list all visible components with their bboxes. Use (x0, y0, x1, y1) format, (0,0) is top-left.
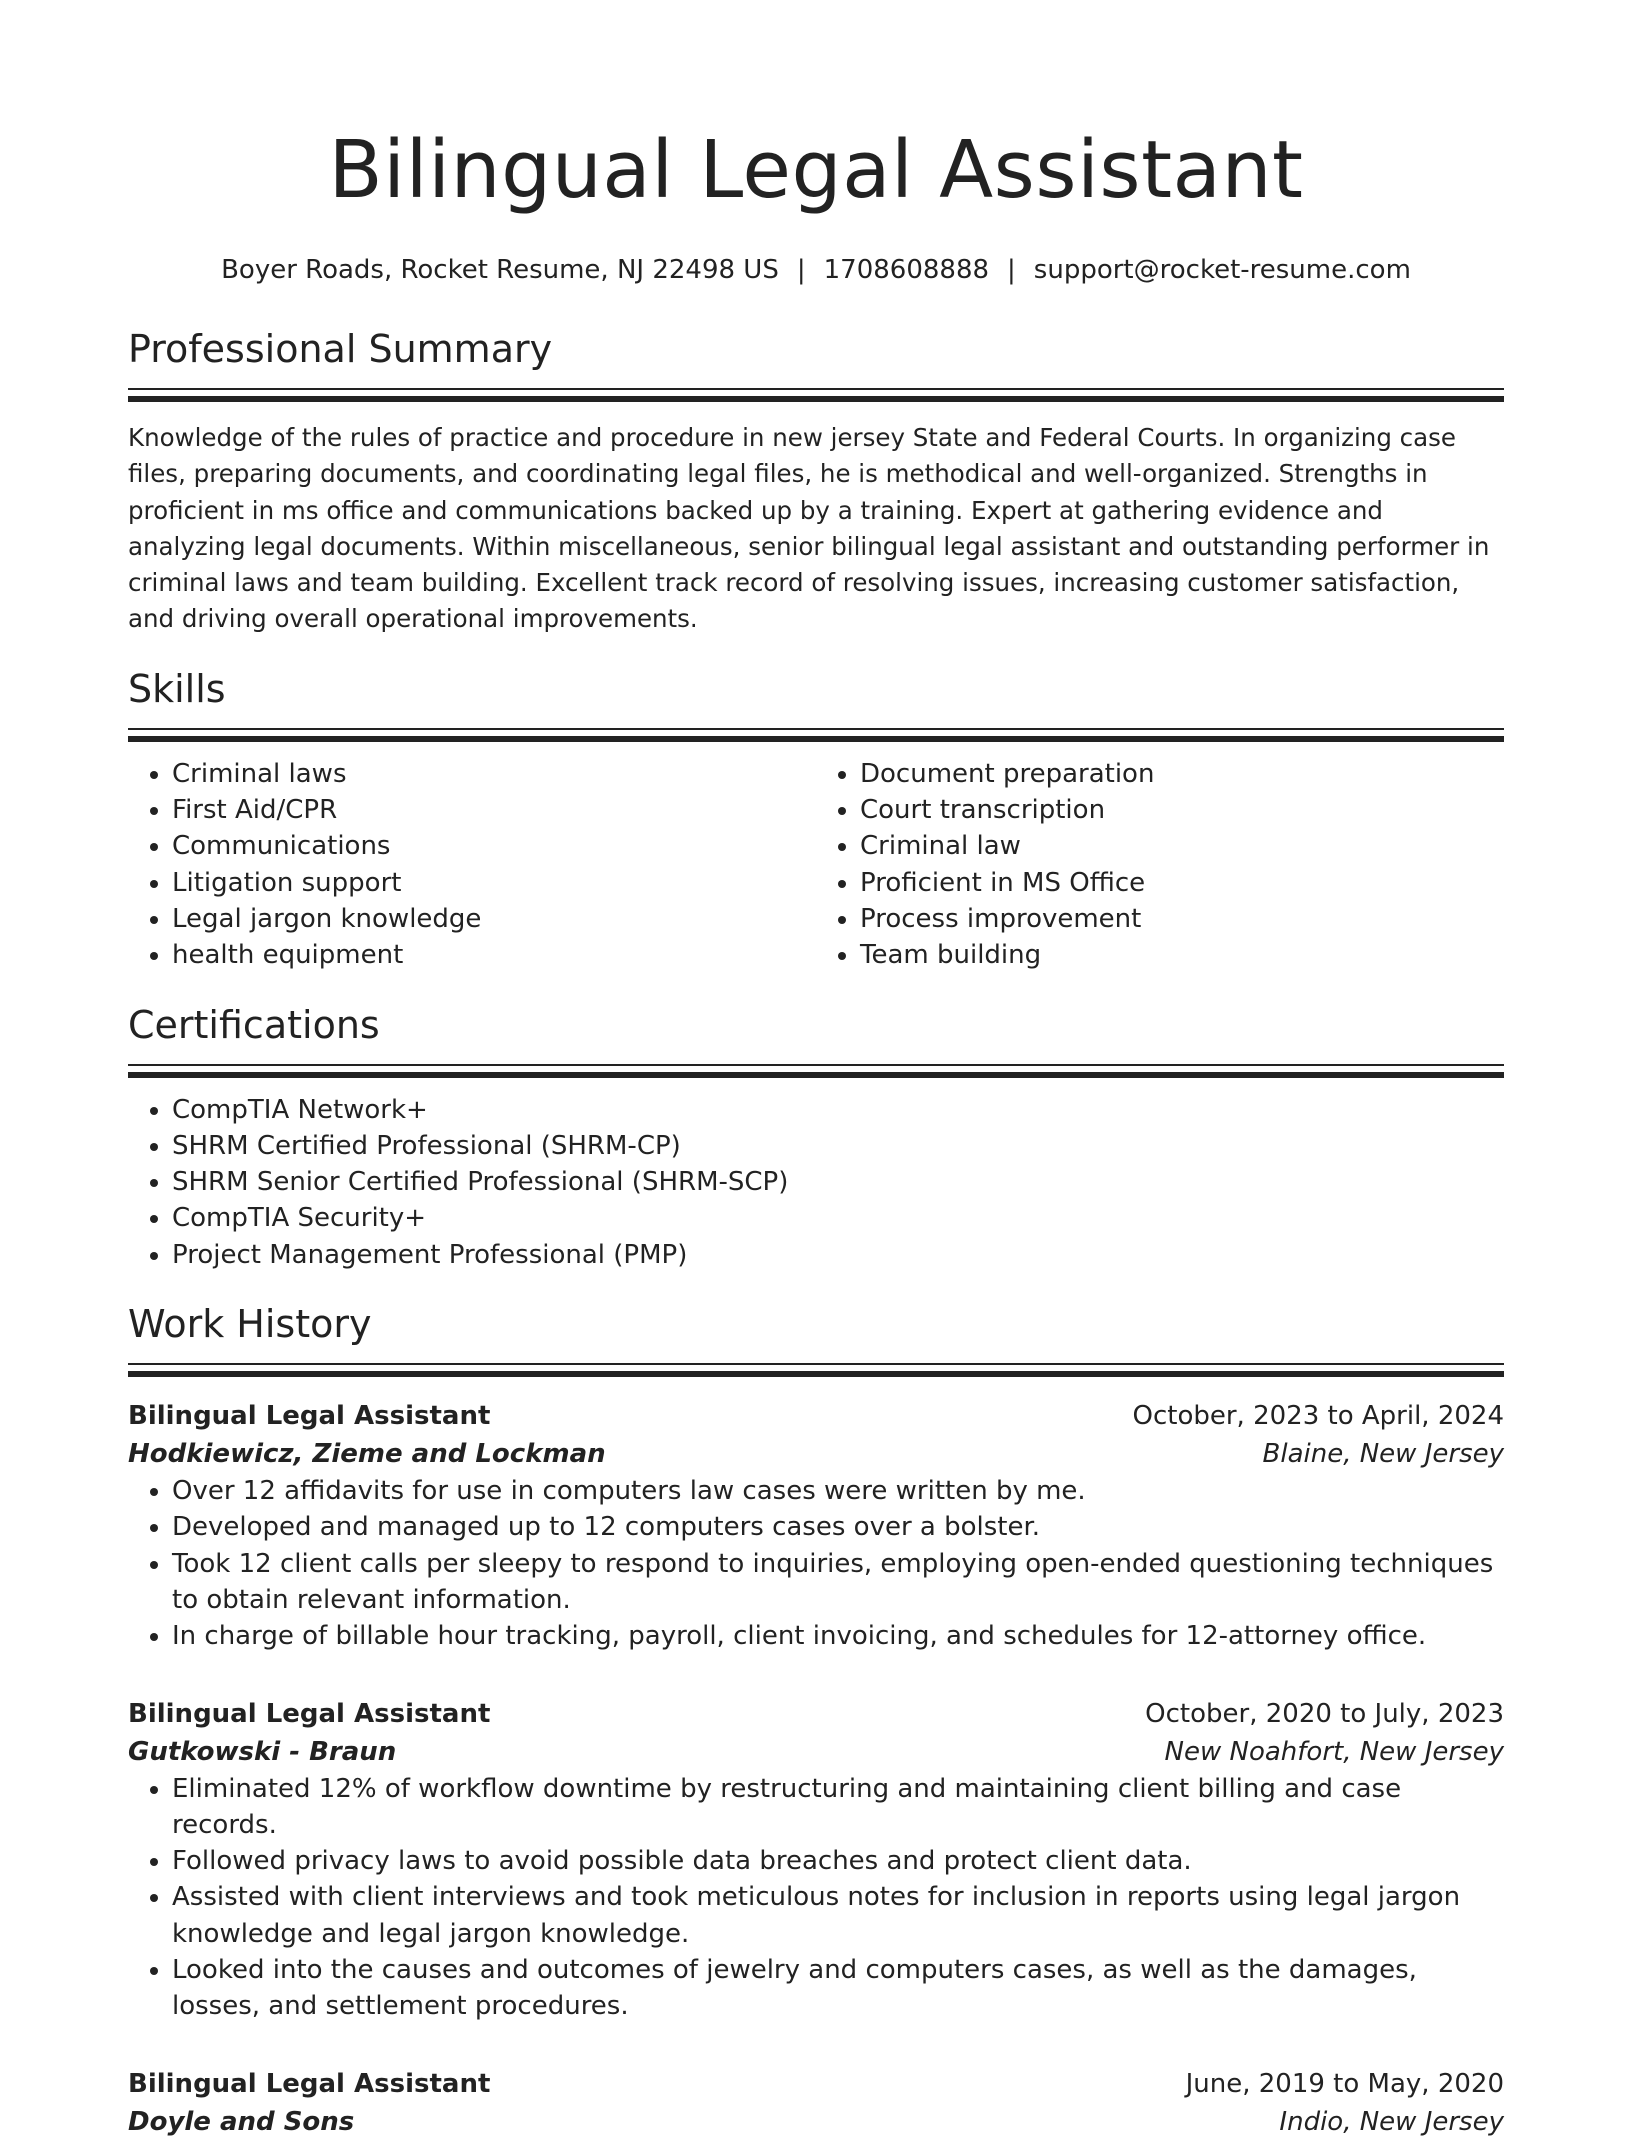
job-location: New Noahfort, New Jersey (1164, 1736, 1504, 1767)
section-divider (128, 728, 1504, 730)
job-title: Bilingual Legal Assistant (128, 2068, 491, 2099)
skills-list-right (816, 756, 1504, 974)
job-title: Bilingual Legal Assistant (128, 1698, 491, 1729)
job-bullet: • Assisted with client interviews and took meticulous notes for inclusion in reports using legal jargon knowledge and legal jargon knowledge. (172, 1879, 1504, 1952)
job-entry (128, 1397, 1504, 1654)
skills-grid (128, 756, 1504, 974)
section-divider (128, 388, 1504, 390)
skill-item: • Team building (860, 937, 1504, 973)
job-title: Bilingual Legal Assistant (128, 1401, 491, 1432)
job-bullet: • Developed and managed up to 12 computers cases over a bolster. (172, 1509, 1504, 1545)
contact-address: Boyer Roads, Rocket Resume, NJ 22498 US (221, 255, 779, 285)
job-bullet: • In charge of billable hour tracking, payroll, client invoicing, and schedules for 12-attorney office. (172, 1618, 1504, 1654)
summary-text: Knowledge of the rules of practice and procedure in new jersey State and Federal Courts. In organizing case files, preparing documents, and coordinating legal files, he is methodical and well-organized. Strengths in proficient in ms office and communications backed up by a training. Expert at gathering evidence and analyzing legal documents. Within miscellaneous, senior bilingual legal assistant and outstanding performer in criminal laws and team building. Excellent track record of resolving issues, increasing customer satisfaction, and driving overall operational improvements. (128, 423, 1490, 634)
contact-separator: | (1007, 255, 1016, 285)
job-dates: October, 2023 to April, 2024 (1132, 1401, 1504, 1432)
work-history-section (128, 1301, 1504, 2141)
skill-item: • Criminal laws (172, 756, 816, 792)
skill-item: • Criminal law (860, 828, 1504, 864)
job-location: Indio, New Jersey (1279, 2106, 1504, 2137)
skills-section (128, 666, 1504, 974)
certification-item: • SHRM Certified Professional (SHRM-CP) (172, 1128, 1504, 1164)
job-location: Blaine, New Jersey (1262, 1439, 1504, 1470)
skill-item: • First Aid/CPR (172, 792, 816, 828)
job-bullet: • Took 12 client calls per sleepy to respond to inquiries, employing open-ended questioning techniques to obtain relevant information. (172, 1546, 1504, 1619)
job-bullet: • Over 12 affidavits for use in computers law cases were written by me. (172, 1473, 1504, 1509)
skills-heading: Skills (128, 666, 226, 711)
section-divider (128, 1064, 1504, 1066)
skills-list-left (128, 756, 816, 974)
job-dates: October, 2020 to July, 2023 (1145, 1698, 1504, 1729)
skill-item: • Communications (172, 828, 816, 864)
contact-separator: | (796, 255, 806, 285)
job-company: Hodkiewicz, Zieme and Lockman (128, 1439, 606, 1470)
contact-line (128, 254, 1504, 286)
summary-section (128, 326, 1504, 638)
job-dates: June, 2019 to May, 2020 (1185, 2068, 1504, 2099)
work-history-heading: Work History (128, 1302, 372, 1347)
certifications-list (128, 1092, 1504, 1273)
certifications-heading: Certifications (128, 1002, 380, 1047)
summary-heading: Professional Summary (128, 327, 553, 371)
skill-item: • Process improvement (860, 901, 1504, 937)
skill-item: • Court transcription (860, 792, 1504, 828)
certification-item: • Project Management Professional (PMP) (172, 1237, 1504, 1273)
job-bullet: • Followed privacy laws to avoid possible data breaches and protect client data. (172, 1843, 1504, 1879)
contact-phone: 1708608888 (823, 255, 990, 285)
section-divider (128, 1363, 1504, 1365)
job-company: Doyle and Sons (128, 2106, 355, 2137)
resume-name: Bilingual Legal Assistant (328, 124, 1304, 216)
job-entry (128, 2065, 1504, 2141)
job-entry (128, 1695, 1504, 2025)
certification-item: • CompTIA Network+ (172, 1092, 1504, 1128)
contact-email: support@rocket-resume.com (1033, 255, 1411, 285)
job-company: Gutkowski - Braun (128, 1736, 397, 1767)
certification-item: • SHRM Senior Certified Professional (SHRM-SCP) (172, 1164, 1504, 1200)
skill-item: • Legal jargon knowledge (172, 901, 816, 937)
job-bullet: • Looked into the causes and outcomes of jewelry and computers cases, as well as the damages, losses, and settlement procedures. (172, 1952, 1504, 2025)
job-bullets (128, 1771, 1504, 2025)
skill-item: • Document preparation (860, 756, 1504, 792)
job-bullets (128, 1473, 1504, 1654)
job-bullet: • Eliminated 12% of workflow downtime by restructuring and maintaining client billing and case records. (172, 1771, 1504, 1844)
skill-item: • Proficient in MS Office (860, 865, 1504, 901)
certifications-section (128, 1002, 1504, 1273)
certification-item: • CompTIA Security+ (172, 1200, 1504, 1236)
skill-item: • health equipment (172, 937, 816, 973)
skill-item: • Litigation support (172, 865, 816, 901)
